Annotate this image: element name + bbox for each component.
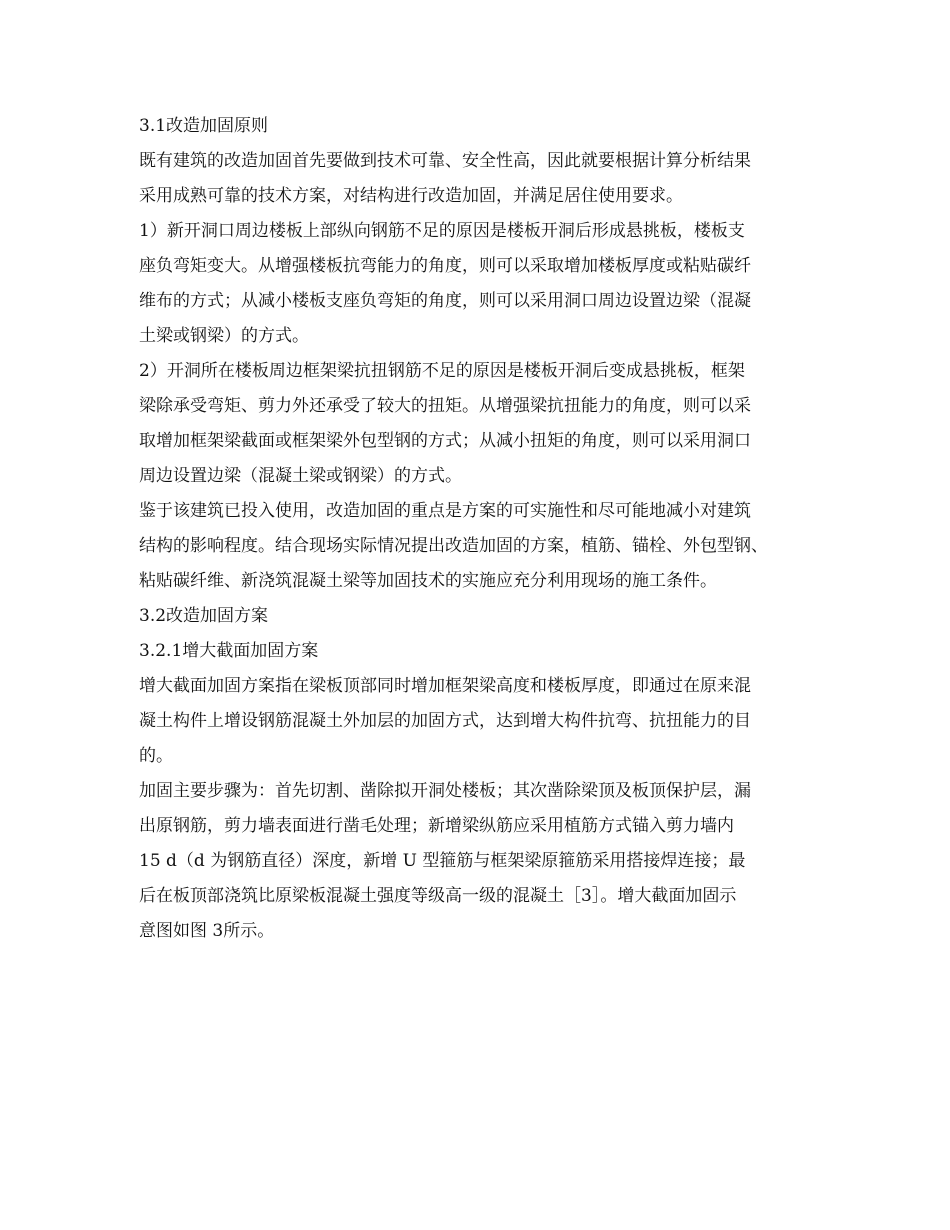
paragraph-line: 梁除承受弯矩、剪力外还承受了较大的扭矩。从增强梁抗扭能力的角度，则可以采 [139, 396, 751, 416]
paragraph-line: 粘贴碳纤维、新浇筑混凝土梁等加固技术的实施应充分利用现场的施工条件。 [139, 571, 717, 591]
paragraph-line: 结构的影响程度。结合现场实际情况提出改造加固的方案，植筋、锚栓、外包型钢、 [139, 536, 768, 556]
paragraph-line: 既有建筑的改造加固首先要做到技术可靠、安全性高，因此就要根据计算分析结果 [139, 151, 751, 171]
paragraph-line: 15 d（d 为钢筋直径）深度，新增 U 型箍筋与框架梁原箍筋采用搭接焊连接；最 [139, 851, 746, 871]
paragraph-line: 取增加框架梁截面或框架梁外包型钢的方式；从减小扭矩的角度，则可以采用洞口 [139, 431, 751, 451]
paragraph-line: 维布的方式；从减小楼板支座负弯矩的角度，则可以采用洞口周边设置边梁（混凝 [139, 291, 751, 311]
paragraph-line: 加固主要步骤为：首先切割、凿除拟开洞处楼板；其次凿除梁顶及板顶保护层，漏 [139, 781, 751, 801]
subsection-heading-3-2-1: 3.2.1增大截面加固方案 [139, 641, 319, 661]
document-body [139, 113, 819, 953]
paragraph-line: 增大截面加固方案指在梁板顶部同时增加框架梁高度和楼板厚度，即通过在原来混 [139, 676, 751, 696]
paragraph-line: 凝土构件上增设钢筋混凝土外加层的加固方式，达到增大构件抗弯、抗扭能力的目 [139, 711, 751, 731]
paragraph-line: 1）新开洞口周边楼板上部纵向钢筋不足的原因是楼板开洞后形成悬挑板，楼板支 [139, 221, 745, 241]
paragraph-line: 周边设置边梁（混凝土梁或钢梁）的方式。 [139, 466, 462, 486]
paragraph-line: 采用成熟可靠的技术方案，对结构进行改造加固，并满足居住使用要求。 [139, 186, 683, 206]
paragraph-line: 2）开洞所在楼板周边框架梁抗扭钢筋不足的原因是楼板开洞后变成悬挑板，框架 [139, 361, 745, 381]
section-heading-3-1: 3.1改造加固原则 [139, 116, 269, 136]
paragraph-line: 座负弯矩变大。从增强楼板抗弯能力的角度，则可以采取增加楼板厚度或粘贴碳纤 [139, 256, 751, 276]
paragraph-line: 鉴于该建筑已投入使用，改造加固的重点是方案的可实施性和尽可能地减小对建筑 [139, 501, 751, 521]
paragraph-line: 后在板顶部浇筑比原梁板混凝土强度等级高一级的混凝土［3］。增大截面加固示 [139, 886, 737, 906]
paragraph-line: 的。 [139, 746, 173, 766]
paragraph-line: 出原钢筋，剪力墙表面进行凿毛处理；新增梁纵筋应采用植筋方式锚入剪力墙内 [139, 816, 734, 836]
section-heading-3-2: 3.2改造加固方案 [139, 606, 269, 626]
paragraph-line: 土梁或钢梁）的方式。 [139, 326, 309, 346]
paragraph-line: 意图如图 3所示。 [139, 921, 275, 941]
